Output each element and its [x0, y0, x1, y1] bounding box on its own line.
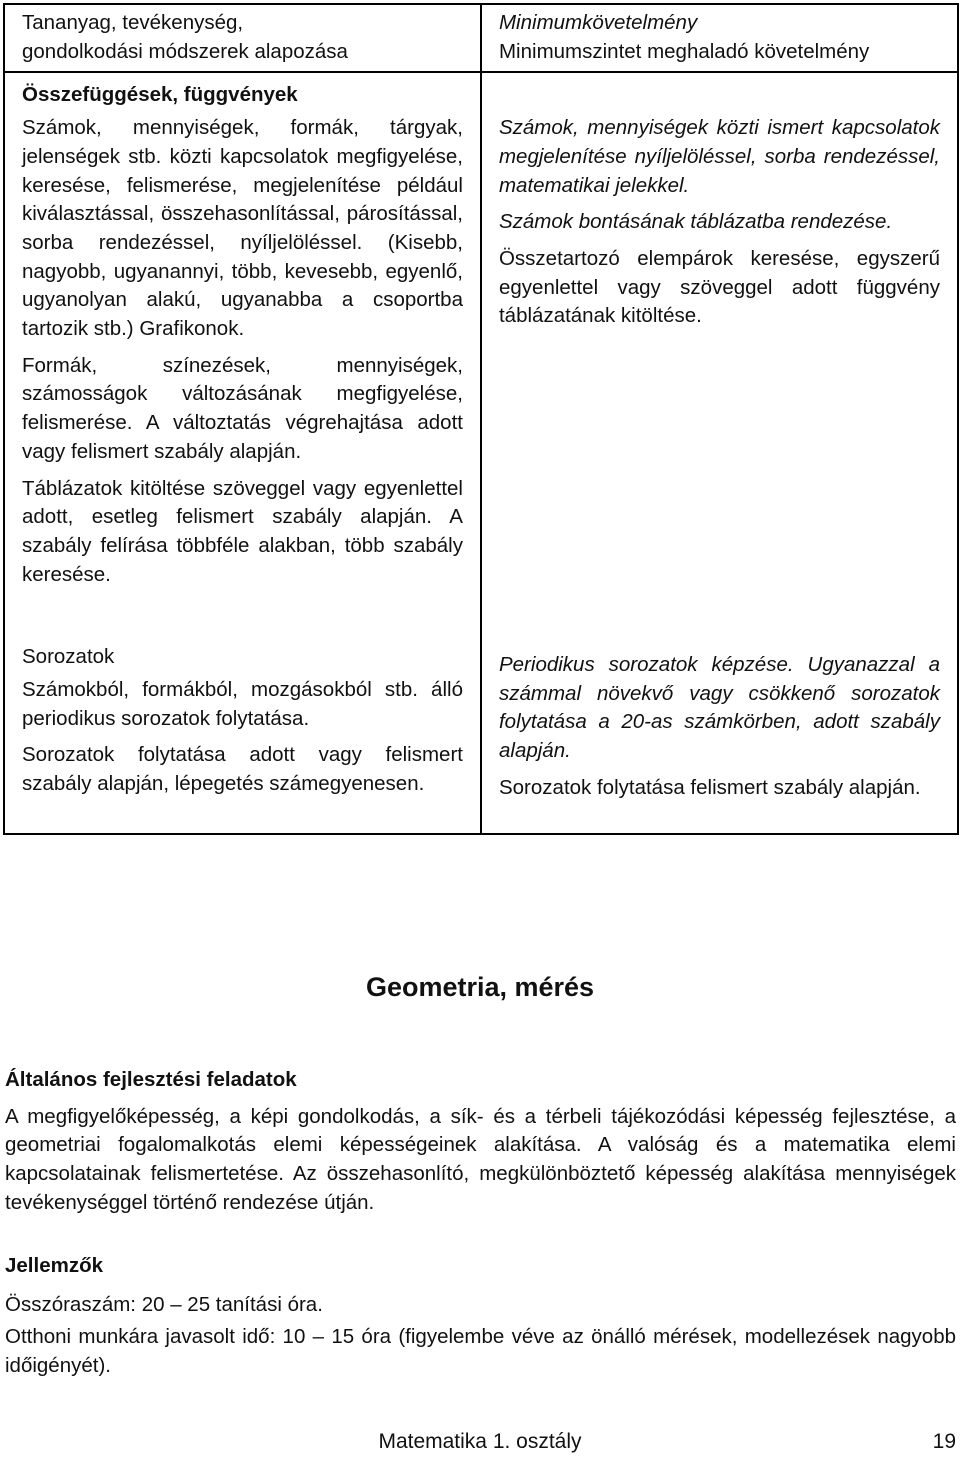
header-right-line1: Minimumkövetelmény: [498, 11, 698, 34]
sequences-right-para-1-text: Periodikus sorozatok képzése. Ugyanazzal a számmal növekvő vagy csökkenő sorozatok folytatása a 20-as számkörben, adott szabály alapján.: [498, 653, 940, 763]
table-body-row: [4, 72, 958, 833]
table-header-row: [4, 4, 958, 72]
functions-left-para-3: Táblázatok kitöltése szöveggel vagy egyenlettel adott, esetleg felismert szabály alapján. A szabály felírása többféle alakban, több szabály keresése.: [22, 476, 463, 586]
features-heading: Jellemzők: [5, 1254, 103, 1277]
sequences-left-para-2: Sorozatok folytatása adott vagy felismert szabály alapján, lépegetés számegyenesen.: [22, 743, 463, 796]
sequences-left-para-1: Számokból, formákból, mozgásokból stb. álló periodikus sorozatok folytatása.: [22, 678, 463, 730]
footer-book-title: Matematika 1. osztály: [378, 1430, 582, 1453]
body-right-cell: [481, 72, 958, 833]
curriculum-table: [3, 3, 959, 835]
geometry-title: Geometria, mérés: [365, 972, 595, 1002]
header-right-line2: Minimumszintet meghaladó követelmény: [498, 39, 870, 63]
total-hours: Összóraszám: 20 – 25 tanítási óra.: [5, 1292, 323, 1316]
general-tasks-block: [5, 1066, 956, 1218]
functions-left-para-1: Számok, mennyiségek, formák, tárgyak, jelenségek stb. közti kapcsolatok megfigyelése, keresése, felismerése, megjelenítése például kiválasztással, összehasonlítással, párosítással, sorba rendezéssel, nyíljelöléssel. (Kisebb, nagyobb, ugyanannyi, több, kevesebb, egyenlő, ugyanolyan alakú, ugyanabba a csoportba tartozik stb.) Grafikonok.: [22, 116, 463, 341]
page-number: 19: [932, 1430, 956, 1453]
functions-left-para-2: Formák, színezések, mennyiségek, számosságok változásának megfigyelése, felismerése. A változtatás végrehajtása adott vagy felismert szabály alapján.: [22, 353, 463, 463]
section-title-functions: Összefüggések, függvények: [22, 83, 298, 107]
functions-right-para-2: Számok bontásának táblázatba rendezése.: [498, 210, 893, 234]
general-tasks-text: A megfigyelőképesség, a képi gondolkodás, a sík- és a térbeli tájékozódási képesség fejlesztése, a geometriai fogalomalkotás elemi képességeinek alakítása. A valóság és a matematika elemi kapcsolatainak felismertetése. Az összehasonlító, megkülönböztető képesség alakítása mennyiségek tevékenységgel történő rendezése útján.: [5, 1104, 956, 1214]
functions-right-para-3: Összetartozó elempárok keresése, egyszerű egyenlettel vagy szöveggel adott függvény táblázatának kitöltése.: [498, 246, 940, 328]
features-block: [5, 1252, 956, 1381]
sequences-right-para-2: Sorozatok folytatása felismert szabály alapján.: [498, 775, 921, 799]
sequences-right-para-1: [499, 651, 940, 766]
section-title-sequences: Sorozatok: [22, 645, 115, 669]
header-left-cell: [4, 4, 481, 72]
header-left-line2: gondolkodási módszerek alapozása: [22, 39, 348, 63]
functions-right-para-1: Számok, mennyiségek közti ismert kapcsolatok megjelenítése nyíljelöléssel, sorba rendezéssel, matematikai jelekkel.: [498, 116, 940, 197]
general-tasks-heading: Általános fejlesztési feladatok: [5, 1068, 297, 1091]
home-work-time: Otthoni munkára javasolt idő: 10 – 15 óra (figyelembe véve az önálló mérések, modellezések nagyobb időigényét).: [5, 1325, 956, 1378]
header-left-line1: Tananyag, tevékenység,: [22, 11, 244, 34]
body-left-cell: [4, 72, 481, 833]
header-right-cell: [481, 4, 958, 72]
